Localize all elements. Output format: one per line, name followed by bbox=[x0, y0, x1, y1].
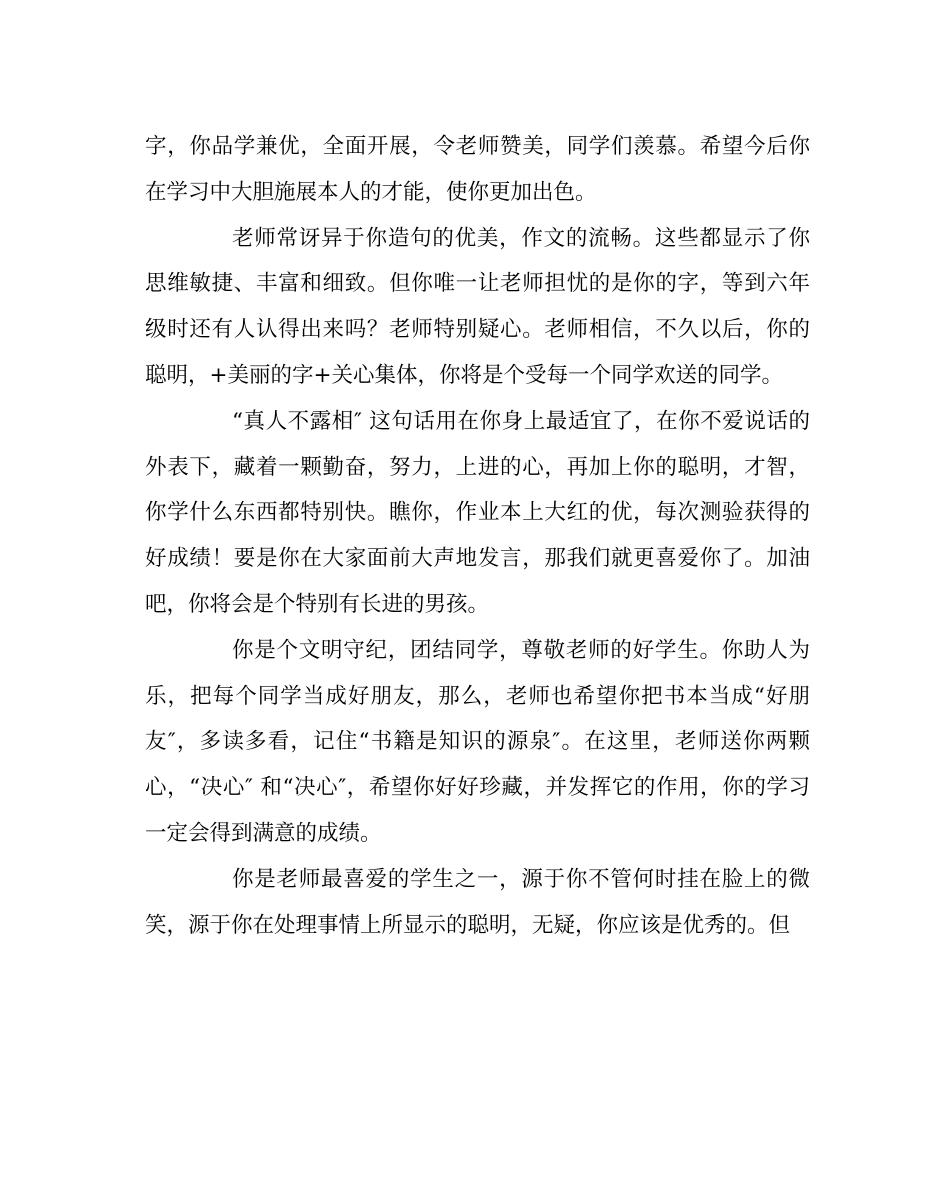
paragraph-comment-writing: 老师常讶异于你造句的优美，作文的流畅。这些都显示了你思维敏捷、丰富和细致。但你唯一让老师担忧的是你的字，等到六年级时还有人认得出来吗？老师特别疑心。老师相信，不久以后，你的聪明，+美丽的字+关心集体，你将是个受每一个同学欢送的同学。 bbox=[145, 225, 810, 388]
paragraph-comment-quiet-student: “真人不露相″ 这句话用在你身上最适宜了，在你不爱说话的外表下，藏着一颗勤奋，努力，上进的心，再加上你的聪明，才智，你学什么东西都特别快。瞧你，作业本上大红的优，每次测验获得的好成绩！要是你在大家面前大声地发言，那我们就更喜爱你了。加油吧，你将会是个特别有长进的男孩。 bbox=[145, 408, 810, 617]
paragraph-continuation: 字，你品学兼优，全面开展，令老师赞美，同学们羡慕。希望今后你在学习中大胆施展本人的才能，使你更加出色。 bbox=[145, 134, 810, 205]
document-body bbox=[145, 124, 810, 948]
paragraph-comment-civil-student: 你是个文明守纪，团结同学，尊敬老师的好学生。你助人为乐，把每个同学当成好朋友，那么，老师也希望你把书本当成“好朋友″，多读多看，记住“书籍是知识的源泉″。在这里，老师送你两颗心，“决心″ 和“决心″，希望你好好珍藏，并发挥它的作用，你的学习一定会得到满意的成绩。 bbox=[145, 637, 810, 846]
paragraph-comment-favorite-student: 你是老师最喜爱的学生之一，源于你不管何时挂在脸上的微笑，源于你在处理事情上所显示的聪明，无疑，你应该是优秀的。但 bbox=[145, 866, 810, 938]
